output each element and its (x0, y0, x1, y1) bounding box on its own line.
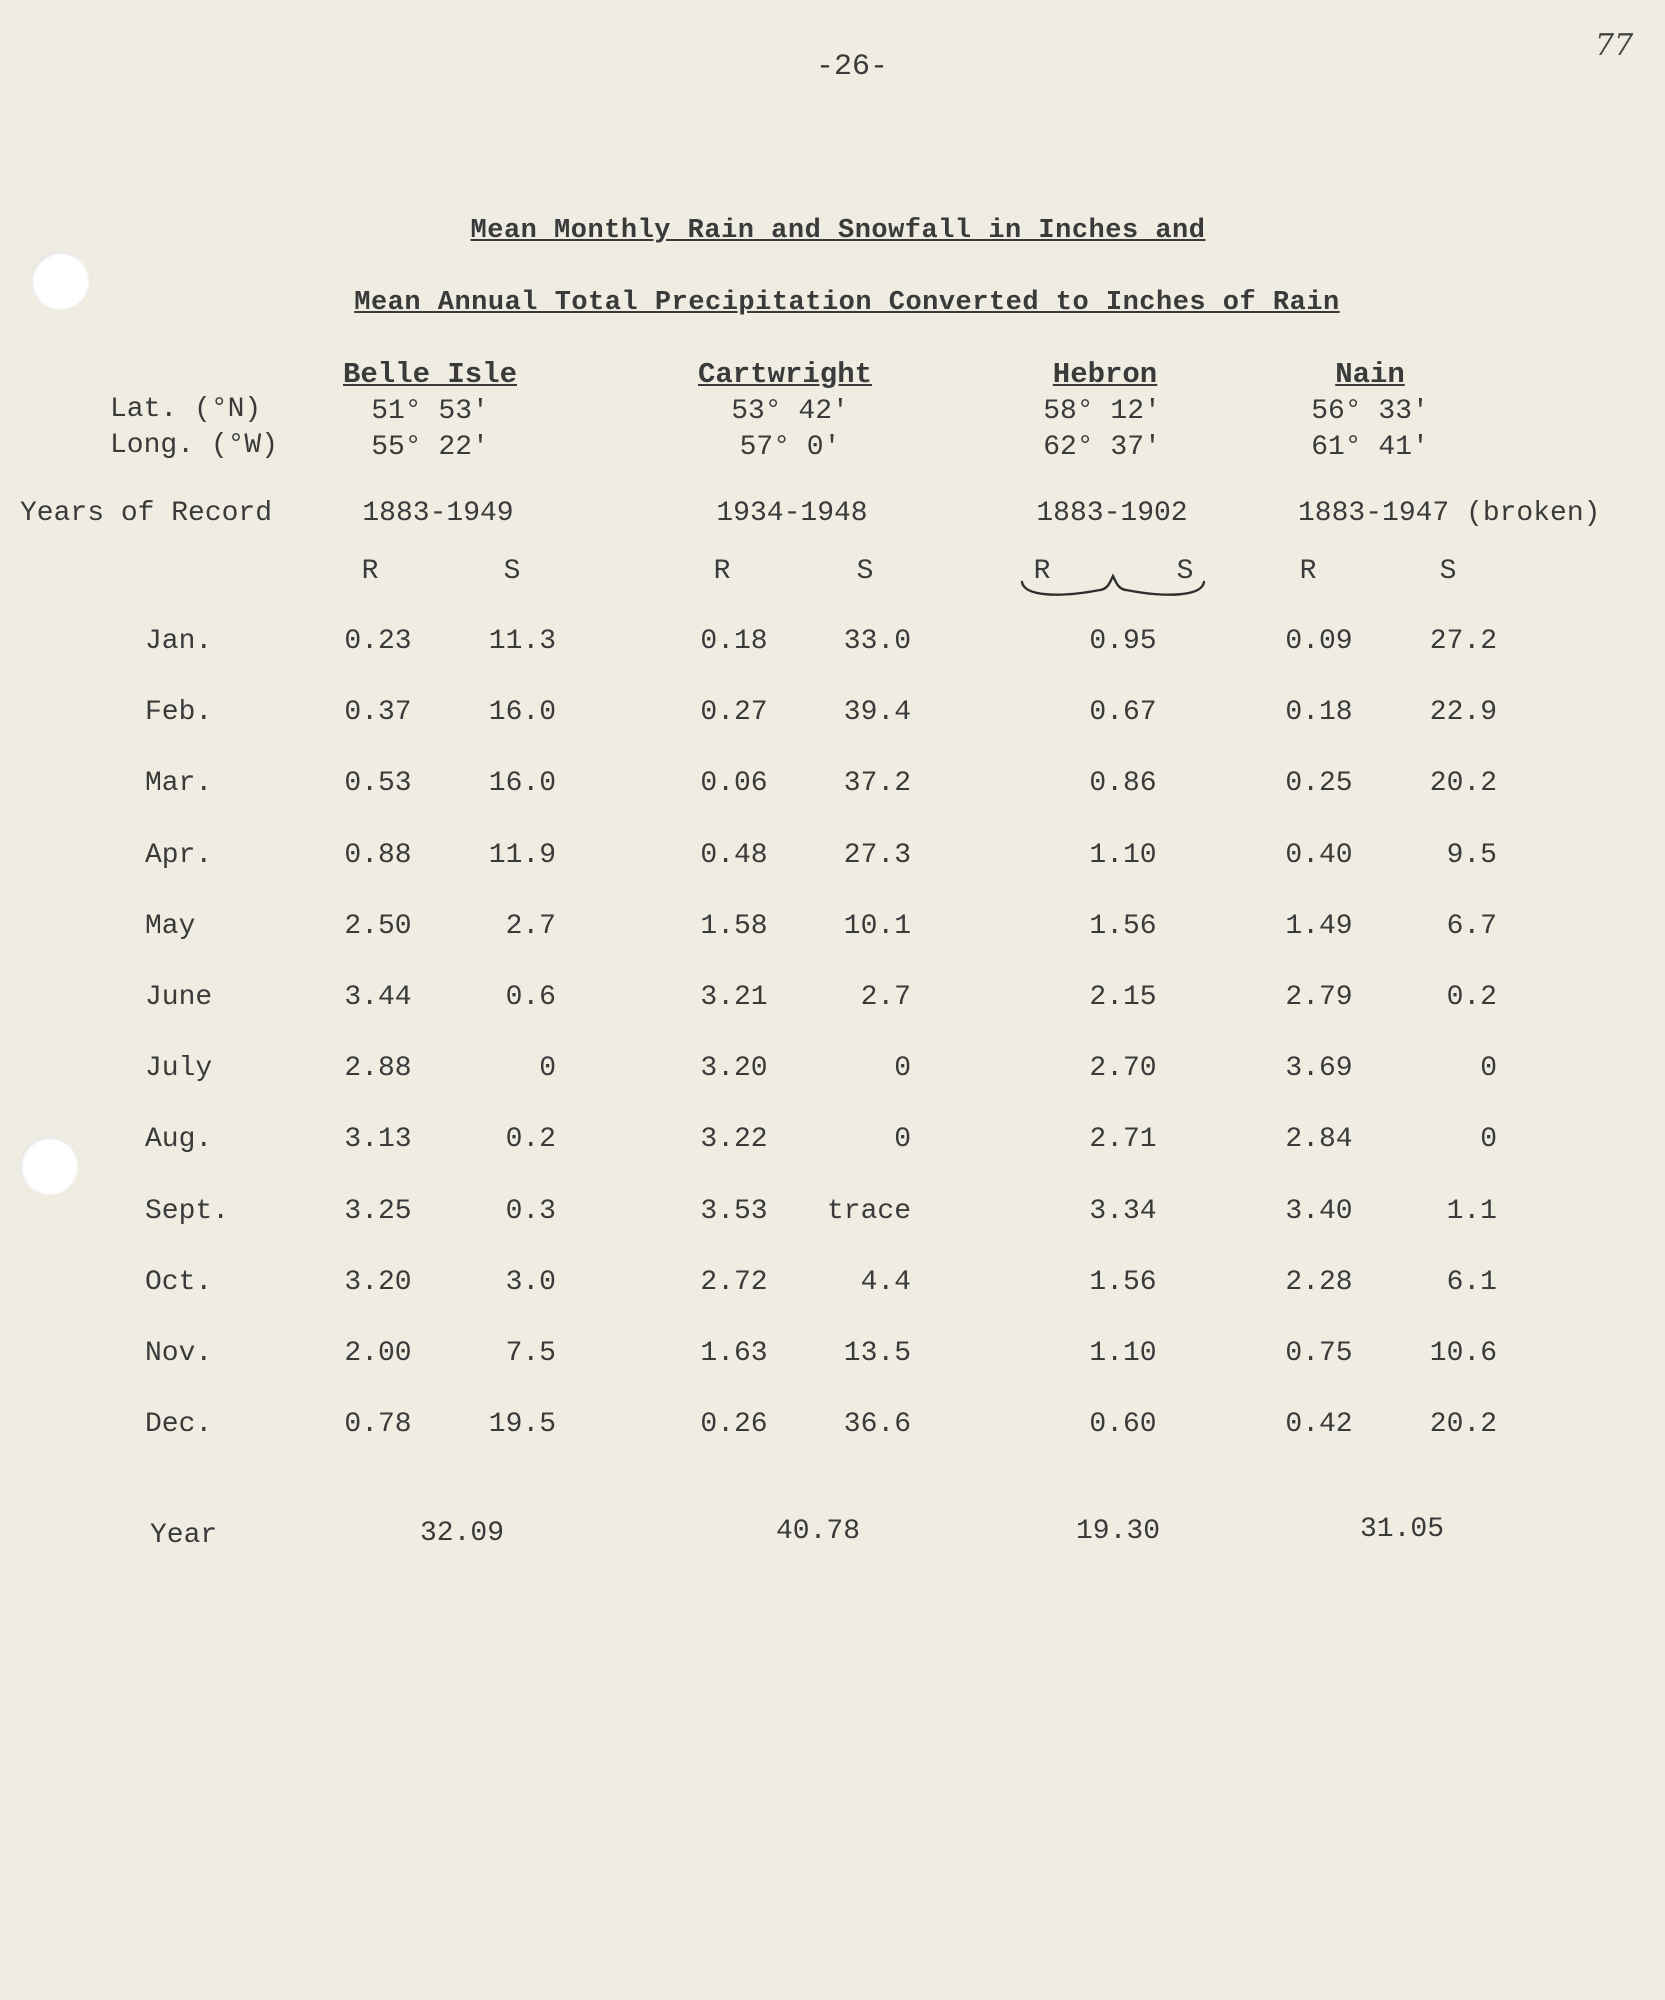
cartwright-s-header: S (856, 556, 874, 587)
belle-isle-snow: 11.3 (488, 626, 556, 657)
belle-isle-rain: 3.20 (344, 1267, 412, 1298)
nain-snow: 0.2 (1446, 982, 1497, 1013)
belle-isle-long: 55° 22' (371, 432, 489, 463)
nain-snow: 20.2 (1429, 768, 1497, 799)
page-number: -26- (815, 50, 889, 84)
hebron-precip: 0.60 (1089, 1409, 1157, 1440)
binder-hole-bottom (20, 1137, 78, 1195)
cartwright-rain: 3.53 (700, 1196, 768, 1227)
cartwright-rain: 0.18 (700, 626, 768, 657)
cartwright-snow: 36.6 (843, 1409, 911, 1440)
belle-isle-snow: 0 (539, 1053, 556, 1084)
nain-snow: 1.1 (1446, 1196, 1497, 1227)
nain-s-header: S (1439, 556, 1457, 587)
cartwright-snow: 27.3 (843, 840, 911, 871)
cartwright-rain: 1.58 (700, 911, 768, 942)
station-name-hebron: Hebron (1052, 358, 1158, 391)
cartwright-snow: 33.0 (843, 626, 911, 657)
cartwright-r-header: R (713, 556, 731, 587)
handwritten-page-number: 77 (1595, 28, 1634, 63)
cartwright-rain: 2.72 (700, 1267, 768, 1298)
month-label: Oct. (145, 1267, 213, 1298)
month-label: July (145, 1053, 213, 1084)
lat-label (110, 394, 261, 425)
belle-isle-rain: 3.25 (344, 1196, 412, 1227)
belle-isle-r-header: R (361, 556, 379, 587)
nain-rain: 0.42 (1285, 1409, 1353, 1440)
belle-isle-rain: 0.78 (344, 1409, 412, 1440)
nain-snow: 20.2 (1429, 1409, 1497, 1440)
nain-snow: 6.7 (1446, 911, 1497, 942)
month-label: May (145, 911, 196, 942)
belle-isle-rain: 3.13 (344, 1124, 412, 1155)
cartwright-years: 1934-1948 (716, 498, 868, 529)
cartwright-year-total: 40.78 (775, 1516, 861, 1547)
belle-isle-rain: 3.44 (344, 982, 412, 1013)
hebron-precip: 0.86 (1089, 768, 1157, 799)
belle-isle-years: 1883-1949 (362, 498, 514, 529)
title-line-2: Mean Annual Total Precipitation Converted to Inches of Rain (354, 288, 1340, 318)
month-label: Dec. (145, 1409, 213, 1440)
hebron-long: 62° 37' (1043, 432, 1161, 463)
hebron-precip: 2.70 (1089, 1053, 1157, 1084)
belle-isle-rain: 2.00 (344, 1338, 412, 1369)
nain-rain: 3.40 (1285, 1196, 1353, 1227)
belle-isle-snow: 0.6 (505, 982, 556, 1013)
nain-snow: 0 (1480, 1124, 1497, 1155)
belle-isle-snow: 0.2 (505, 1124, 556, 1155)
lat-label-text: Lat. (°N) (110, 394, 262, 425)
month-label: Mar. (145, 768, 213, 799)
cartwright-snow: 0 (894, 1053, 911, 1084)
hebron-precip: 2.15 (1089, 982, 1157, 1013)
hebron-precip: 3.34 (1089, 1196, 1157, 1227)
years-of-record-label: Years of Record (20, 498, 273, 529)
month-label: Sept. (145, 1196, 230, 1227)
belle-isle-rain: 2.88 (344, 1053, 412, 1084)
belle-isle-s-header: S (503, 556, 521, 587)
year-total-label: Year (150, 1520, 218, 1551)
nain-rain: 2.79 (1285, 982, 1353, 1013)
long-label (110, 430, 278, 461)
nain-rain: 3.69 (1285, 1053, 1353, 1084)
long-label-text: Long. (°W) (110, 430, 279, 461)
nain-long: 61° 41' (1311, 432, 1429, 463)
nain-year-total: 31.05 (1359, 1514, 1445, 1545)
cartwright-snow: 37.2 (843, 768, 911, 799)
month-label: Nov. (145, 1338, 213, 1369)
belle-isle-snow: 3.0 (505, 1267, 556, 1298)
month-label: Jan. (145, 626, 213, 657)
belle-isle-rain: 2.50 (344, 911, 412, 942)
month-label: Apr. (145, 840, 213, 871)
nain-rain: 0.18 (1285, 697, 1353, 728)
title-line-1: Mean Monthly Rain and Snowfall in Inches and (470, 216, 1206, 246)
hebron-precip: 0.67 (1089, 697, 1157, 728)
cartwright-rain: 0.48 (700, 840, 768, 871)
nain-snow: 9.5 (1446, 840, 1497, 871)
nain-snow: 0 (1480, 1053, 1497, 1084)
hebron-lat: 58° 12' (1043, 396, 1161, 427)
hebron-precip: 0.95 (1089, 626, 1157, 657)
nain-lat: 56° 33' (1311, 396, 1429, 427)
hebron-precip: 1.10 (1089, 840, 1157, 871)
belle-isle-year-total: 32.09 (419, 1518, 505, 1549)
belle-isle-snow: 7.5 (505, 1338, 556, 1369)
hebron-year-total: 19.30 (1075, 1516, 1161, 1547)
hebron-r-header: R (1033, 556, 1051, 587)
belle-isle-rain: 0.53 (344, 768, 412, 799)
nain-years: 1883-1947 (broken) (1298, 498, 1601, 529)
hebron-years: 1883-1902 (1036, 498, 1188, 529)
nain-snow: 27.2 (1429, 626, 1497, 657)
hebron-precip: 1.56 (1089, 911, 1157, 942)
belle-isle-snow: 2.7 (505, 911, 556, 942)
cartwright-rain: 3.22 (700, 1124, 768, 1155)
month-label: June (145, 982, 213, 1013)
belle-isle-rain: 0.37 (344, 697, 412, 728)
hebron-precip: 2.71 (1089, 1124, 1157, 1155)
belle-isle-snow: 11.9 (488, 840, 556, 871)
nain-rain: 2.28 (1285, 1267, 1353, 1298)
hebron-s-header: S (1176, 556, 1194, 587)
station-name-cartwright: Cartwright (697, 358, 873, 391)
belle-isle-snow: 19.5 (488, 1409, 556, 1440)
cartwright-rain: 1.63 (700, 1338, 768, 1369)
nain-rain: 0.09 (1285, 626, 1353, 657)
belle-isle-rain: 0.23 (344, 626, 412, 657)
month-label: Aug. (145, 1124, 213, 1155)
cartwright-rain: 0.27 (700, 697, 768, 728)
cartwright-snow: trace (826, 1196, 911, 1227)
cartwright-long: 57° 0' (739, 432, 841, 463)
belle-isle-snow: 16.0 (488, 697, 556, 728)
hebron-precip: 1.10 (1089, 1338, 1157, 1369)
nain-r-header: R (1299, 556, 1317, 587)
belle-isle-snow: 16.0 (488, 768, 556, 799)
hebron-precip: 1.56 (1089, 1267, 1157, 1298)
nain-rain: 0.75 (1285, 1338, 1353, 1369)
cartwright-rain: 3.21 (700, 982, 768, 1013)
nain-snow: 10.6 (1429, 1338, 1497, 1369)
cartwright-snow: 10.1 (843, 911, 911, 942)
binder-hole-top (31, 252, 89, 310)
cartwright-lat: 53° 42' (731, 396, 849, 427)
station-name-nain: Nain (1335, 358, 1405, 391)
nain-snow: 22.9 (1429, 697, 1497, 728)
nain-rain: 0.40 (1285, 840, 1353, 871)
cartwright-snow: 0 (894, 1124, 911, 1155)
nain-snow: 6.1 (1446, 1267, 1497, 1298)
belle-isle-snow: 0.3 (505, 1196, 556, 1227)
cartwright-snow: 13.5 (843, 1338, 911, 1369)
cartwright-snow: 39.4 (843, 697, 911, 728)
hebron-brace-mark (1018, 572, 1208, 602)
cartwright-snow: 4.4 (860, 1267, 911, 1298)
belle-isle-lat: 51° 53' (371, 396, 489, 427)
nain-rain: 2.84 (1285, 1124, 1353, 1155)
month-label: Feb. (145, 697, 213, 728)
cartwright-snow: 2.7 (860, 982, 911, 1013)
nain-rain: 1.49 (1285, 911, 1353, 942)
cartwright-rain: 0.06 (700, 768, 768, 799)
cartwright-rain: 0.26 (700, 1409, 768, 1440)
station-name-belle-isle: Belle Isle (342, 358, 518, 391)
belle-isle-rain: 0.88 (344, 840, 412, 871)
nain-rain: 0.25 (1285, 768, 1353, 799)
cartwright-rain: 3.20 (700, 1053, 768, 1084)
